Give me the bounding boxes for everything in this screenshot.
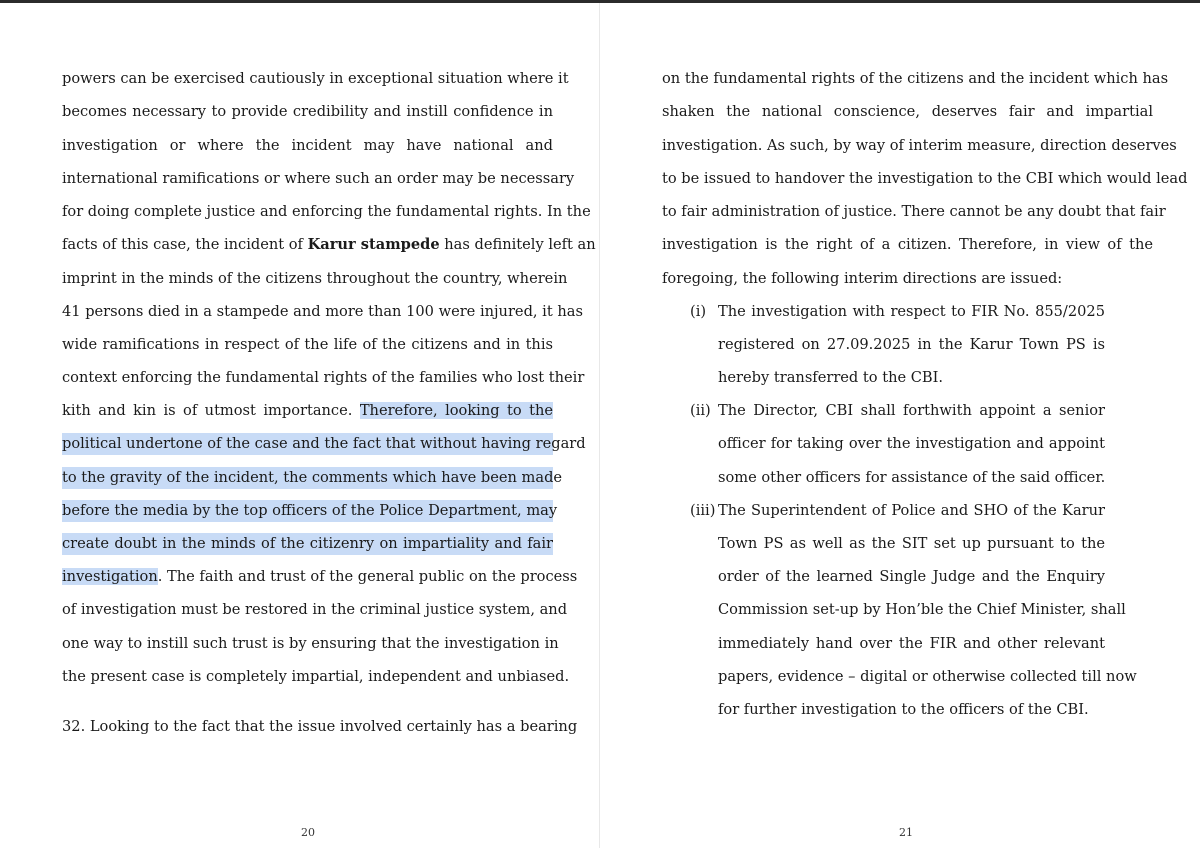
- left-line-4: international ramifications or where such an order may be necessary: [62, 170, 575, 187]
- left-line-3: investigation or where the incident may have national and: [62, 137, 553, 154]
- direction-iii-line-3: order of the learned Single Judge and the Enquiry: [718, 568, 1105, 585]
- direction-iii-line-6: papers, evidence – digital or otherwise collected till now: [718, 668, 1137, 685]
- direction-ii-line-3: some other officers for assistance of the said officer.: [718, 469, 1106, 486]
- direction-iii-marker: (iii): [690, 502, 716, 519]
- right-line-2: shaken the national conscience, deserves fair and impartial: [662, 103, 1153, 120]
- right-line-7: foregoing, the following interim directions are issued:: [662, 270, 1063, 287]
- left-line-8: 41 persons died in a stampede and more than 100 were injured, it has: [62, 303, 583, 320]
- left-line-5: for doing complete justice and enforcing the fundamental rights. In the: [62, 203, 591, 220]
- direction-iii-line-4: Commission set-up by Hon’ble the Chief Minister, shall: [718, 601, 1126, 618]
- right-line-5: to fair administration of justice. There cannot be any doubt that fair: [662, 203, 1166, 220]
- left-line-14-highlighted: before the media by the top officers of the Police Department, may: [62, 500, 553, 522]
- left-line-7: imprint in the minds of the citizens throughout the country, wherein: [62, 270, 568, 287]
- left-line-9: wide ramifications in respect of the life of the citizens and in this: [62, 336, 553, 353]
- right-line-3: investigation. As such, by way of interim measure, direction deserves: [662, 137, 1177, 154]
- page-number-left: 20: [301, 826, 315, 839]
- left-line-16: investigation. The faith and trust of the general public on the process: [62, 568, 578, 585]
- direction-i-marker: (i): [690, 303, 707, 320]
- page-21: [600, 3, 1200, 848]
- right-line-4: to be issued to handover the investigation to the CBI which would lead: [662, 170, 1188, 187]
- highlighted-text-end: investigation: [62, 568, 158, 585]
- page-number-right: 21: [899, 826, 913, 839]
- left-line-11: kith and kin is of utmost importance. Therefore, looking to the: [62, 402, 553, 419]
- karur-stampede-bold: Karur stampede: [307, 236, 440, 253]
- left-line-19: the present case is completely impartial, independent and unbiased.: [62, 668, 570, 685]
- direction-ii-line-2: officer for taking over the investigation and appoint: [718, 435, 1105, 452]
- left-line-12-highlighted: political undertone of the case and the fact that without having regard: [62, 433, 553, 455]
- direction-ii-line-1: The Director, CBI shall forthwith appoint a senior: [718, 402, 1105, 419]
- left-line-18: one way to instill such trust is by ensuring that the investigation in: [62, 635, 559, 652]
- left-line-6: facts of this case, the incident of Karur stampede has definitely left an: [62, 236, 596, 253]
- left-line-15-highlighted: create doubt in the minds of the citizenry on impartiality and fair: [62, 533, 553, 555]
- direction-iii-line-2: Town PS as well as the SIT set up pursuant to the: [718, 535, 1105, 552]
- right-line-6: investigation is the right of a citizen. Therefore, in view of the: [662, 236, 1153, 253]
- direction-i-line-2: registered on 27.09.2025 in the Karur Town PS is: [718, 336, 1105, 353]
- left-line-17: of investigation must be restored in the criminal justice system, and: [62, 601, 568, 618]
- direction-iii-line-1: The Superintendent of Police and SHO of the Karur: [718, 502, 1105, 519]
- right-line-1: on the fundamental rights of the citizens and the incident which has: [662, 70, 1169, 87]
- left-line-1: powers can be exercised cautiously in exceptional situation where it: [62, 70, 569, 87]
- left-line-13-highlighted: to the gravity of the incident, the comments which have been made: [62, 467, 553, 489]
- direction-i-line-3: hereby transferred to the CBI.: [718, 369, 944, 386]
- left-line-2: becomes necessary to provide credibility and instill confidence in: [62, 103, 553, 120]
- paragraph-32-line: 32. Looking to the fact that the issue involved certainly has a bearing: [62, 718, 578, 735]
- direction-iii-line-5: immediately hand over the FIR and other relevant: [718, 635, 1105, 652]
- left-line-10: context enforcing the fundamental rights of the families who lost their: [62, 369, 585, 386]
- direction-ii-marker: (ii): [690, 402, 711, 419]
- direction-i-line-1: The investigation with respect to FIR No. 855/2025: [718, 303, 1105, 320]
- direction-iii-line-7: for further investigation to the officers of the CBI.: [718, 701, 1089, 718]
- highlighted-text: Therefore, looking to the: [359, 402, 553, 419]
